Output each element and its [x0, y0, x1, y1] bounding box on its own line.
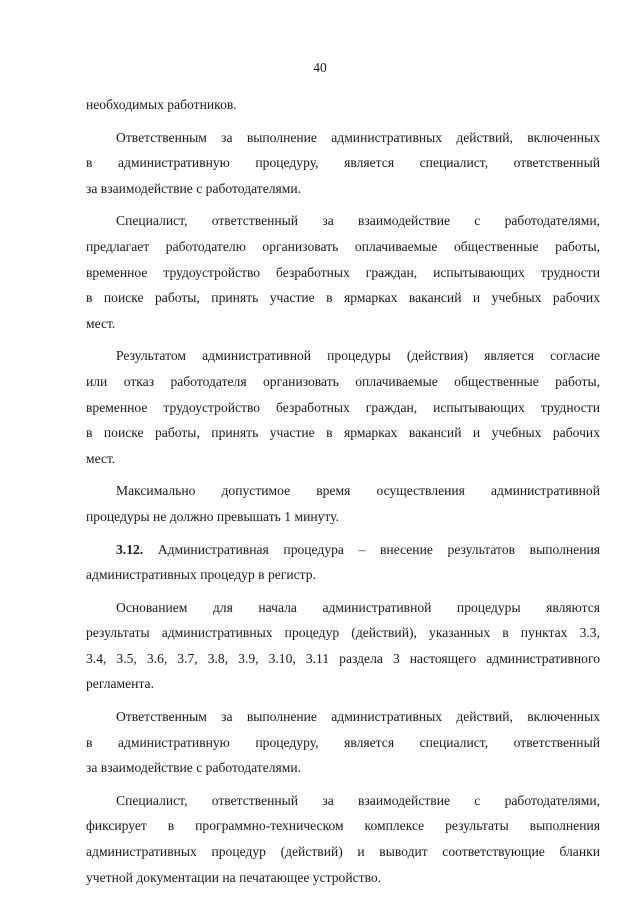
text-line: регламента.	[86, 676, 154, 692]
text-line: в поиске работы, принять участие в ярмарках вакансий и учебных рабочих	[86, 290, 600, 306]
text-line: Ответственным за выполнение административных действий, включенных	[116, 709, 600, 725]
text-line: необходимых работников.	[86, 97, 237, 112]
paragraph-specialist-offers	[86, 208, 600, 336]
paragraph-basis	[86, 595, 600, 697]
text-line: временное трудоустройство безработных граждан, испытывающих трудности	[86, 399, 600, 415]
page-number: 40	[313, 60, 327, 75]
text-line: результаты административных процедур (действий), указанных в пунктах 3.3,	[86, 625, 600, 641]
text-line: или отказ работодателя организовать оплачиваемые общественные работы,	[86, 373, 600, 389]
text-line: фиксирует в программно-техническом комплексе результаты выполнения	[86, 818, 600, 834]
text-line: мест.	[86, 315, 116, 331]
section-heading-line	[86, 537, 600, 563]
text-line: Специалист, ответственный за взаимодействие с работодателями,	[116, 792, 600, 808]
paragraph-result	[86, 343, 600, 471]
text-line: за взаимодействие с работодателями.	[86, 760, 302, 776]
text-line: Ответственным за выполнение административных действий, включенных	[116, 129, 600, 145]
section-number: 3.12.	[116, 541, 144, 557]
paragraph-continuation	[86, 92, 600, 118]
paragraph-max-time	[86, 478, 600, 529]
text-line: учетной документации на печатающее устройство.	[86, 869, 382, 885]
paragraph-responsible-1	[86, 125, 600, 202]
section-3-12	[86, 537, 600, 588]
text-line: предлагает работодателю организовать оплачиваемые общественные работы,	[86, 238, 600, 254]
paragraph-responsible-2	[86, 704, 600, 781]
text-line: Основанием для начала административной процедуры являются	[116, 599, 600, 615]
text-line: Специалист, ответственный за взаимодействие с работодателями,	[116, 213, 600, 229]
text-line: административных процедур в регистр.	[86, 567, 316, 583]
text-line: Результатом административной процедуры (действия) является согласие	[116, 348, 600, 364]
section-title: Административная процедура – внесение результатов выполнения	[143, 541, 600, 557]
text-line: 3.4, 3.5, 3.6, 3.7, 3.8, 3.9, 3.10, 3.11 раздела 3 настоящего административного	[86, 650, 600, 666]
text-line: временное трудоустройство безработных граждан, испытывающих трудности	[86, 264, 600, 280]
paragraph-specialist-records	[86, 788, 600, 890]
text-line: процедуры не должно превышать 1 минуту.	[86, 508, 340, 524]
text-line: за взаимодействие с работодателями.	[86, 180, 302, 196]
text-line: в административную процедуру, является специалист, ответственный	[86, 155, 600, 171]
text-line: административных процедур (действий) и выводит соответствующие бланки	[86, 844, 600, 860]
document-body	[86, 92, 600, 890]
text-line: в поиске работы, принять участие в ярмарках вакансий и учебных рабочих	[86, 425, 600, 441]
text-line: мест.	[86, 450, 116, 466]
text-line: в административную процедуру, является специалист, ответственный	[86, 734, 600, 750]
text-line: Максимально допустимое время осуществления административной	[116, 483, 600, 499]
